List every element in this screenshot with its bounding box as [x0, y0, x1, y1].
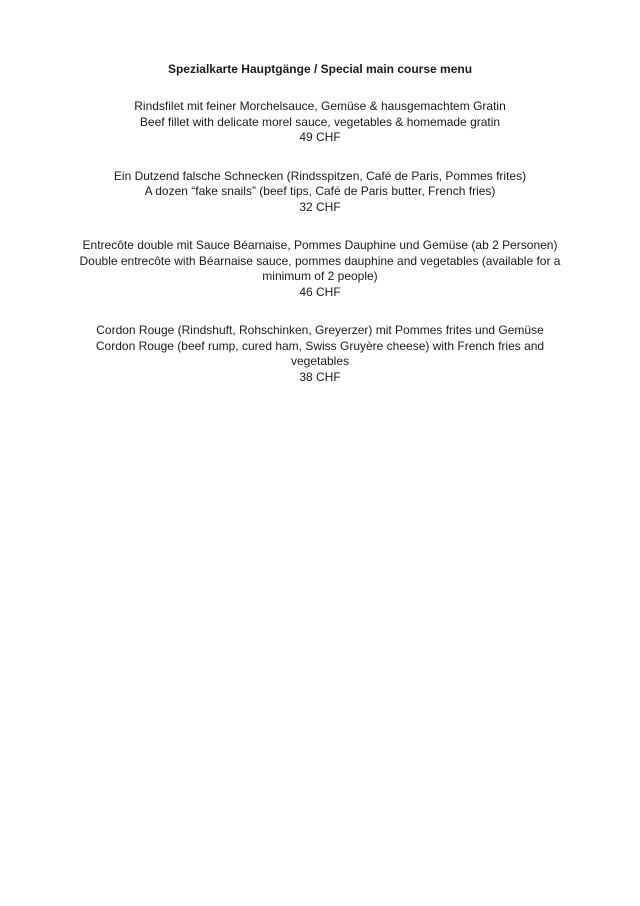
- dish-name-en: Cordon Rouge (beef rump, cured ham, Swiss Gruyère cheese) with French fries and vegetables: [95, 338, 545, 368]
- dish-name-de: Rindsfilet mit feiner Morchelsauce, Gemüse & hausgemachtem Gratin: [134, 99, 506, 113]
- dish-price: 46 CHF: [299, 284, 341, 299]
- dish-name-en: Beef fillet with delicate morel sauce, vegetables & homemade gratin: [139, 114, 501, 129]
- menu-list: [72, 99, 568, 408]
- dish-price: 38 CHF: [299, 369, 341, 384]
- dish-name-de: Entrecôte double mit Sauce Béarnaise, Pommes Dauphine und Gemüse (ab 2 Personen): [82, 238, 558, 252]
- menu-title: Spezialkarte Hauptgänge / Special main course menu: [167, 62, 473, 76]
- menu-item-entrecote-double: [72, 238, 568, 300]
- menu-item-fake-snails: [72, 169, 568, 216]
- dish-price: 49 CHF: [299, 130, 341, 144]
- dish-name-de: Cordon Rouge (Rindshuft, Rohschinken, Greyerzer) mit Pommes frites und Gemüse: [96, 323, 544, 337]
- dish-name-en: A dozen “fake snails” (beef tips, Café de Paris butter, French fries): [144, 184, 496, 198]
- dish-price: 32 CHF: [299, 199, 341, 214]
- menu-item-cordon-rouge: [72, 323, 568, 385]
- menu-item-beef-fillet: [72, 99, 568, 146]
- dish-name-en: Double entrecôte with Béarnaise sauce, pommes dauphine and vegetables (available for a minimum of 2 people): [79, 253, 561, 283]
- dish-name-de: Ein Dutzend falsche Schnecken (Rindsspitzen, Café de Paris, Pommes frites): [113, 168, 527, 183]
